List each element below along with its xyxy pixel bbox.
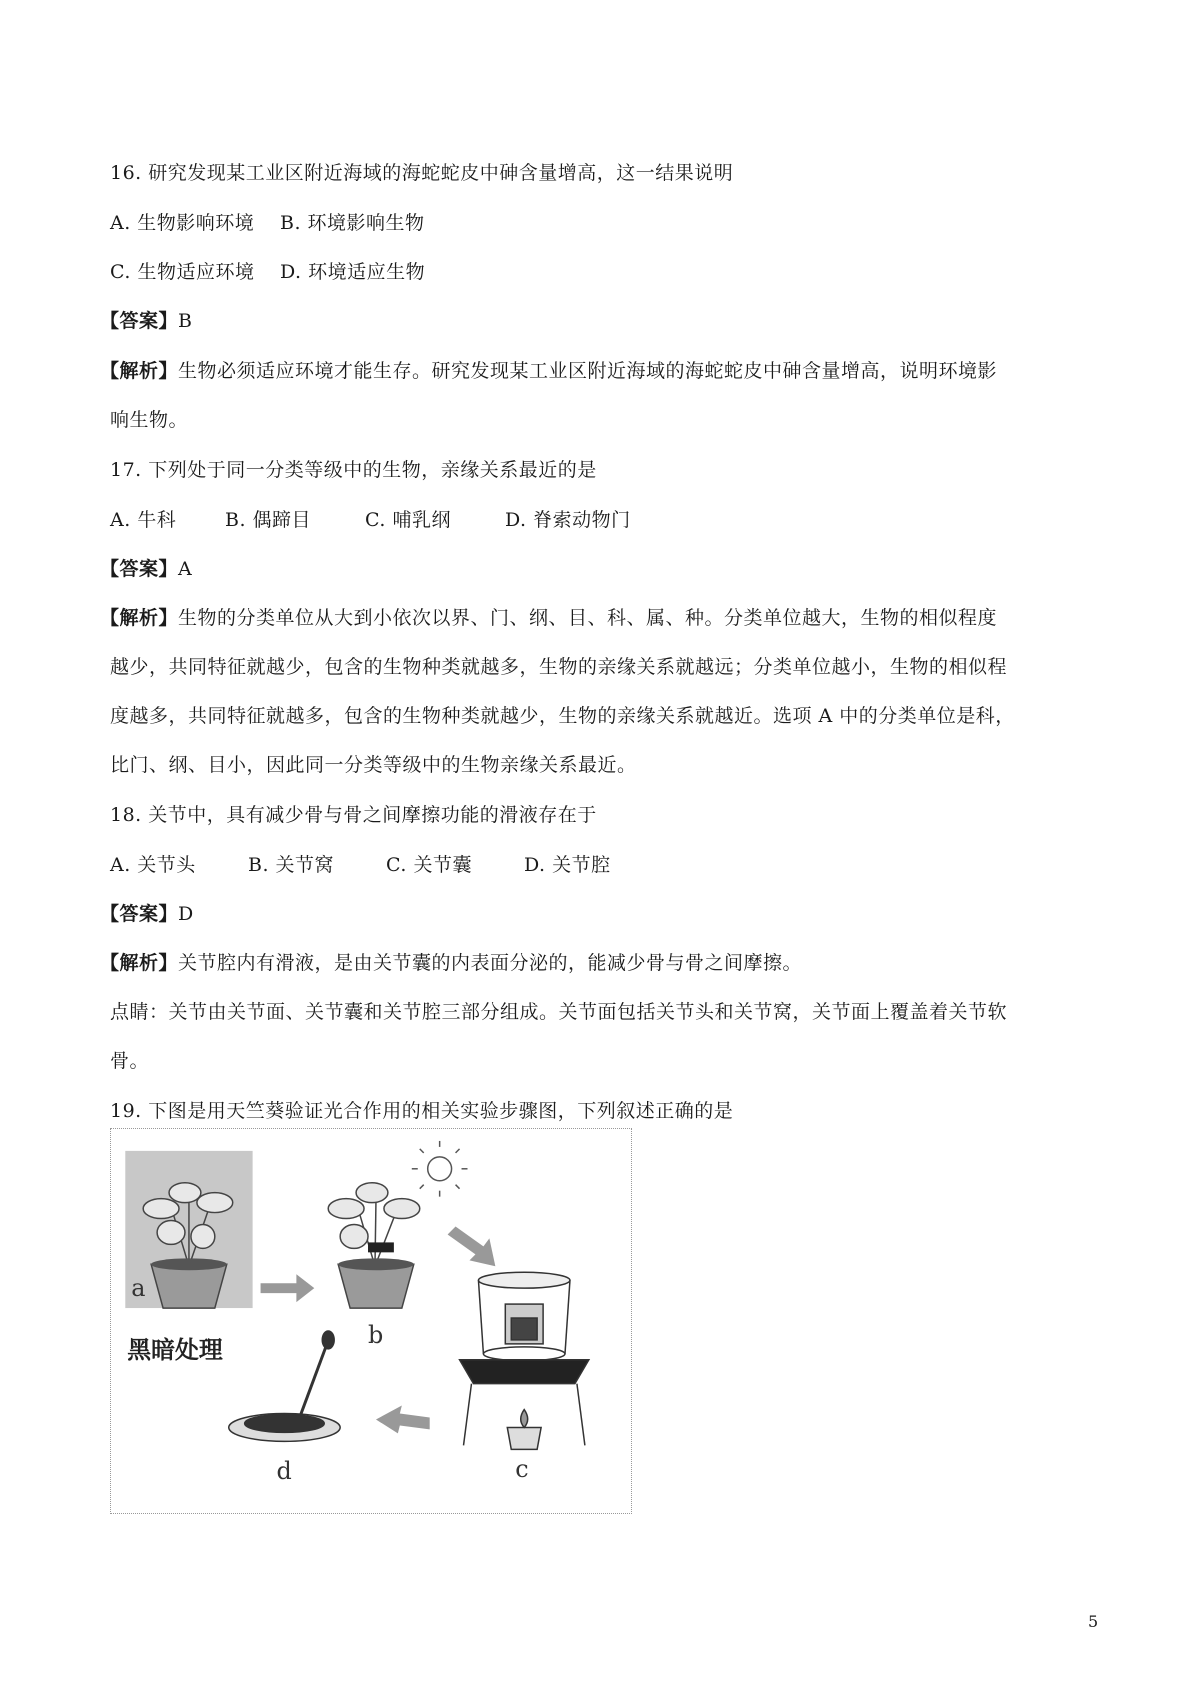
page-number: 5: [1088, 1612, 1099, 1631]
arrow-left-icon: [376, 1406, 430, 1434]
q18-option-d: D. 关节腔: [524, 854, 611, 876]
q16-analysis-2: 响生物。: [110, 409, 189, 431]
q16-options-row1: [110, 208, 425, 235]
q16-option-b: B. 环境影响生物: [280, 212, 425, 234]
q18-option-a: A. 关节头: [110, 854, 196, 876]
q18-option-c: C. 关节囊: [386, 854, 472, 876]
q18-answer: [100, 899, 194, 926]
analysis-text: 生物必须适应环境才能生存。研究发现某工业区附近海域的海蛇蛇皮中砷含量增高，说明环境影: [178, 360, 998, 382]
q17-analysis-3: 度越多，共同特征就越多，包含的生物种类就越少，生物的亲缘关系就越近。选项 A 中的分类单位是科，: [110, 705, 1015, 727]
label-b: b: [368, 1320, 384, 1349]
arrow-right-icon: [261, 1274, 315, 1302]
analysis-label: 【解析】: [100, 952, 179, 974]
plant-b: [328, 1183, 420, 1308]
q17-analysis-4: 比门、纲、目小，因此同一分类等级中的生物亲缘关系最近。: [110, 754, 637, 776]
q16-analysis-1: [100, 356, 997, 383]
q17-option-c: C. 哺乳纲: [365, 509, 451, 531]
label-a: a: [131, 1274, 146, 1303]
q16-question: 16. 研究发现某工业区附近海域的海蛇蛇皮中砷含量增高，这一结果说明: [110, 162, 734, 184]
q17-analysis-2: 越少，共同特征就越少，包含的生物种类就越多，生物的亲缘关系就越远；分类单位越小，生物的相似程: [110, 656, 1008, 678]
label-dark-treatment: 黑暗处理: [127, 1335, 223, 1364]
analysis-label: 【解析】: [100, 360, 179, 382]
petri-dish: [229, 1331, 340, 1441]
q16-option-d: D. 环境适应生物: [280, 261, 426, 283]
q18-options: [110, 850, 611, 877]
q17-option-a: A. 牛科: [110, 509, 177, 531]
q18-analysis-1: [100, 948, 802, 975]
answer-value: A: [178, 558, 193, 580]
answer-label: 【答案】: [100, 310, 179, 332]
q17-option-b: B. 偶蹄目: [225, 509, 312, 531]
q17-answer: [100, 554, 192, 581]
analysis-text: 关节腔内有滑液，是由关节囊的内表面分泌的，能减少骨与骨之间摩擦。: [178, 952, 803, 974]
water-bath-apparatus: [460, 1272, 589, 1449]
q16-answer: [100, 306, 192, 333]
q18-note-1: 点睛：关节由关节面、关节囊和关节腔三部分组成。关节面包括关节头和关节窝，关节面上覆盖着关节软: [110, 1001, 1008, 1023]
q18-option-b: B. 关节窝: [248, 854, 335, 876]
sun-icon: [412, 1141, 468, 1197]
q17-question: 17. 下列处于同一分类等级中的生物，亲缘关系最近的是: [110, 459, 597, 481]
q18-question: 18. 关节中，具有减少骨与骨之间摩擦功能的滑液存在于: [110, 804, 597, 826]
arrow-diagonal-icon: [448, 1226, 496, 1266]
analysis-label: 【解析】: [100, 607, 179, 629]
q17-options: [110, 505, 631, 532]
answer-value: B: [178, 310, 193, 332]
answer-label: 【答案】: [100, 558, 179, 580]
q16-option-c: C. 生物适应环境: [110, 261, 255, 283]
q17-option-d: D. 脊索动物门: [505, 509, 631, 531]
q18-note-2: 骨。: [110, 1050, 150, 1072]
q16-option-a: A. 生物影响环境: [110, 212, 255, 234]
q17-analysis-1: [100, 603, 997, 630]
label-d: d: [276, 1457, 292, 1486]
q16-options-row2: [110, 257, 425, 284]
answer-label: 【答案】: [100, 903, 179, 925]
answer-value: D: [178, 903, 194, 925]
label-c: c: [515, 1455, 529, 1484]
analysis-text: 生物的分类单位从大到小依次以界、门、纲、目、科、属、种。分类单位越大，生物的相似程度: [178, 607, 998, 629]
q19-question: 19. 下图是用天竺葵验证光合作用的相关实验步骤图，下列叙述正确的是: [110, 1100, 734, 1122]
experiment-figure: [110, 1128, 632, 1514]
experiment-diagram: [111, 1129, 631, 1513]
